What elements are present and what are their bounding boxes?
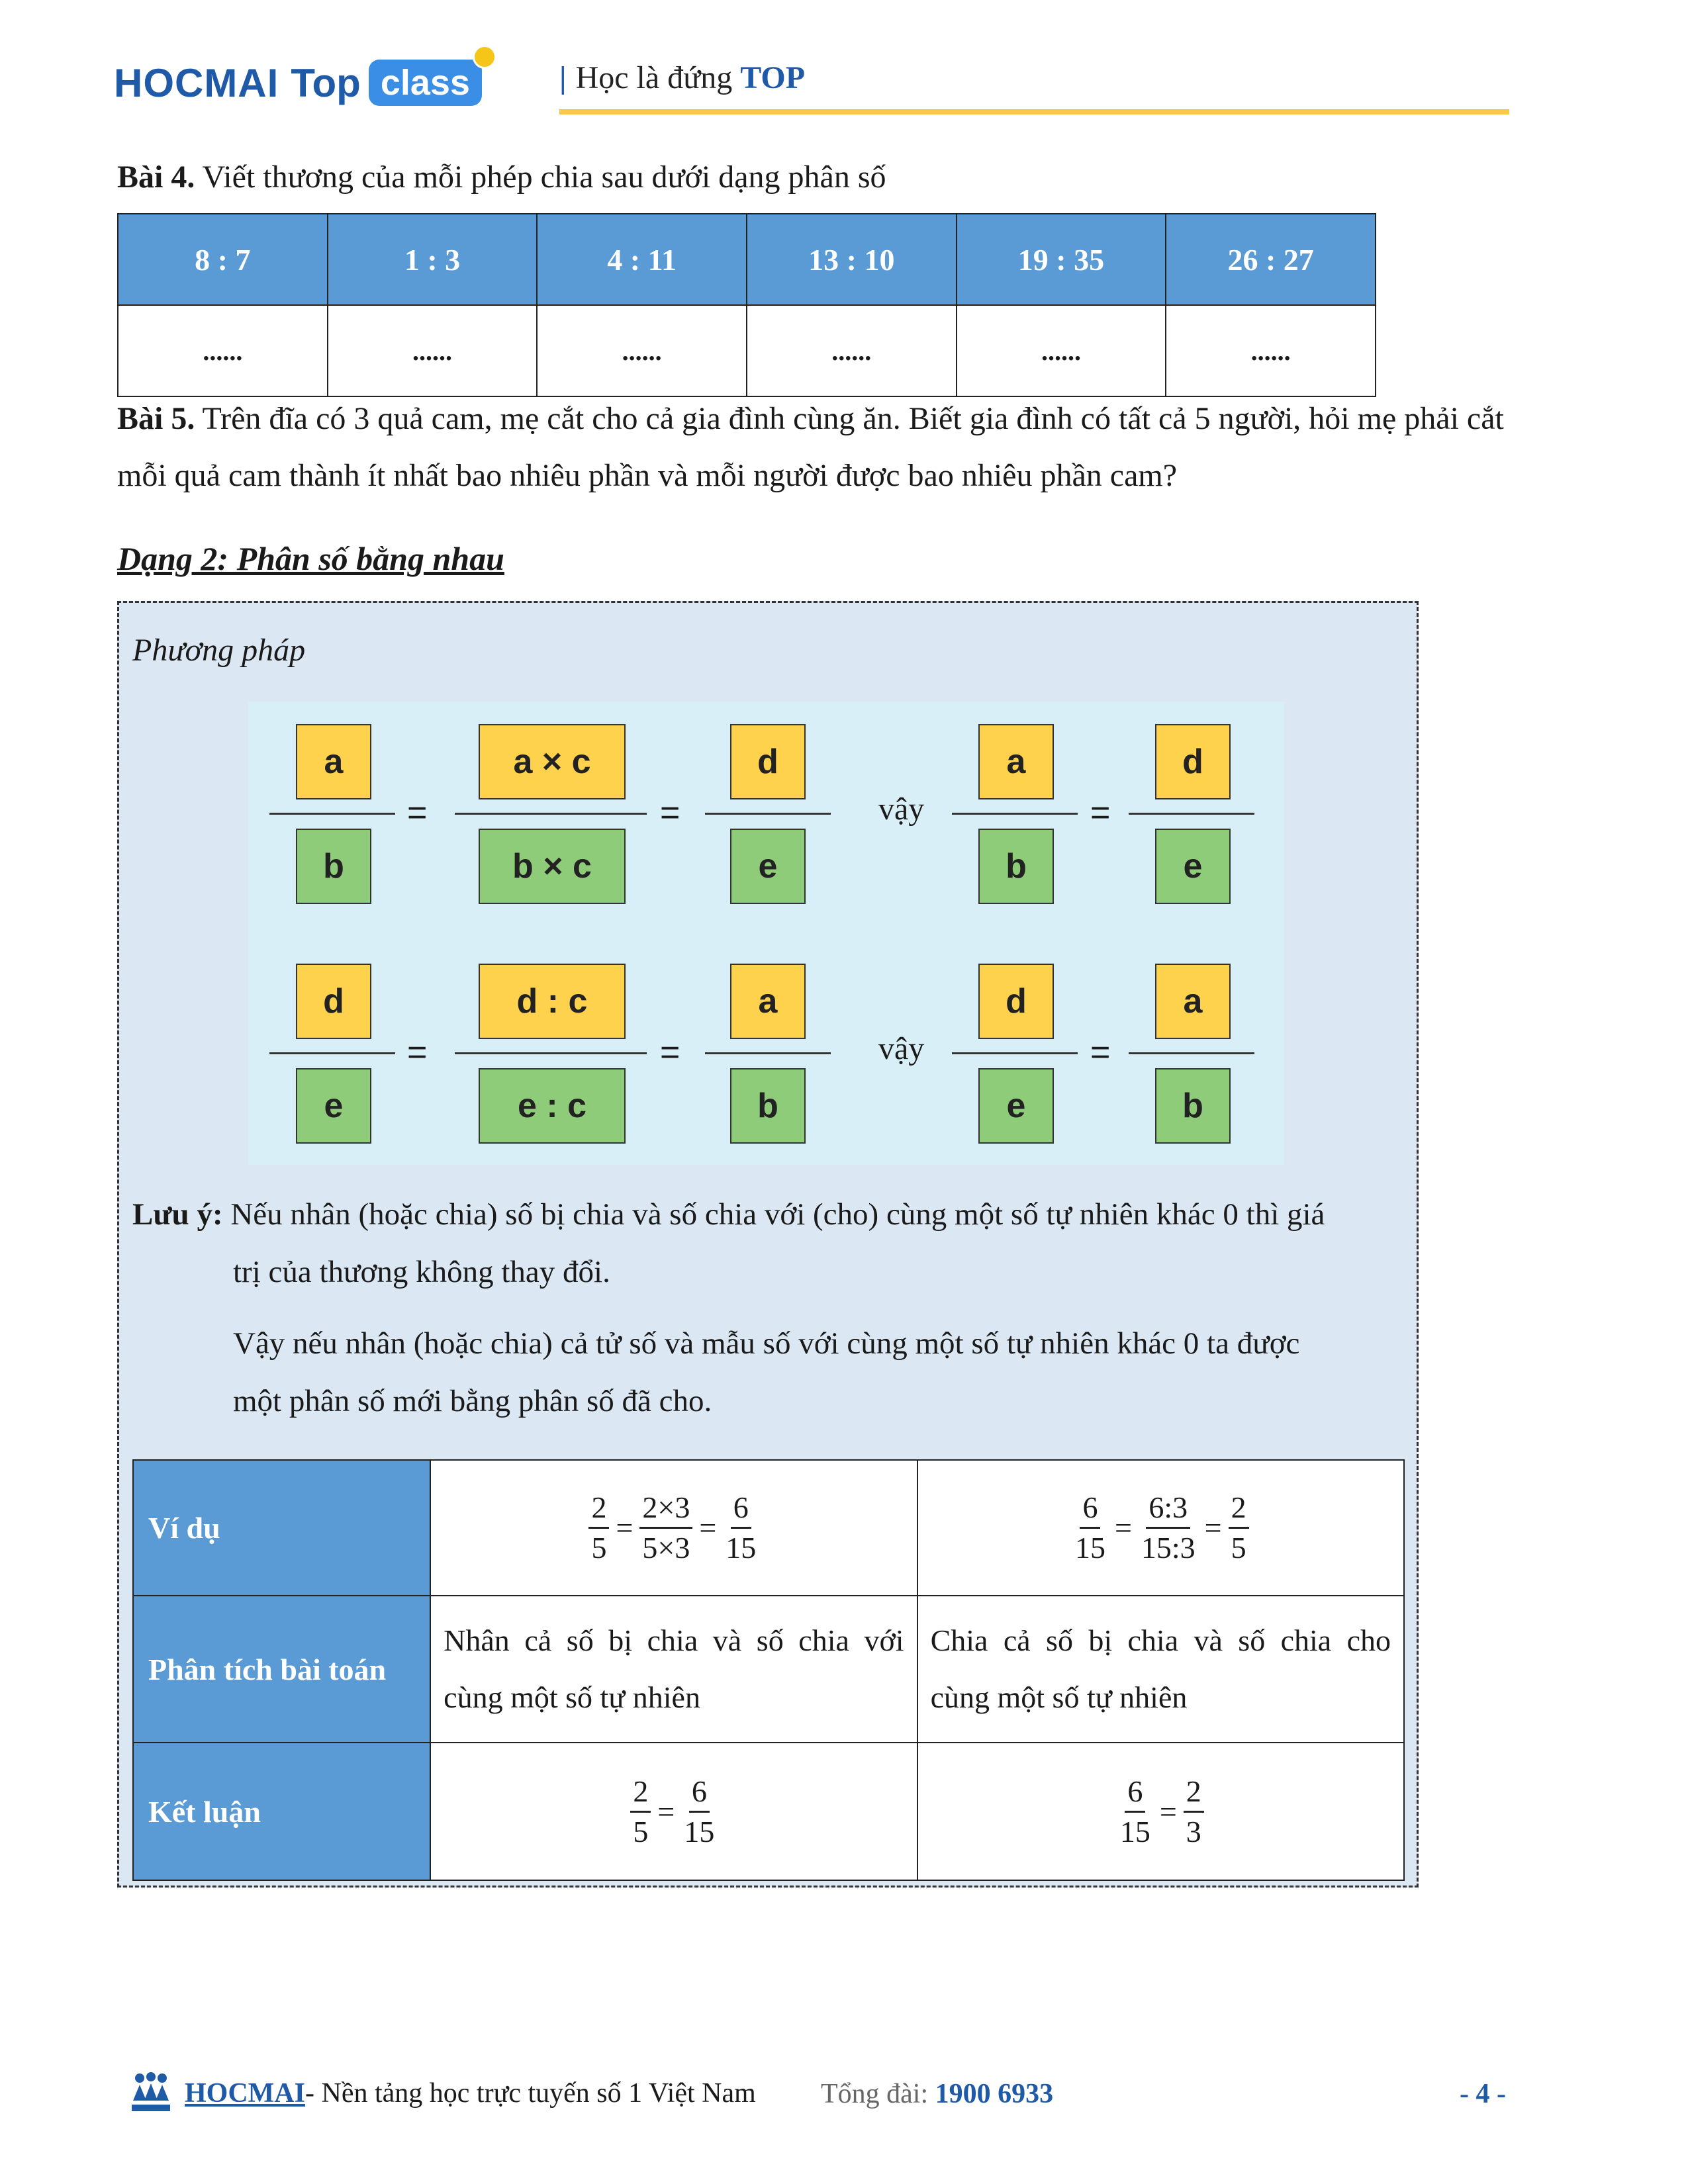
bai4-header-cell: 19 : 35: [957, 214, 1166, 305]
row-label: Phân tích bài toán: [133, 1596, 430, 1743]
hotline-label: Tổng đài:: [821, 2079, 929, 2109]
diagram-box: b: [978, 829, 1054, 904]
diagram-box: a: [730, 964, 806, 1039]
denominator: 15: [1119, 1814, 1150, 1848]
bai5-label: Bài 5.: [117, 401, 195, 436]
fraction-bar: [455, 1052, 647, 1054]
table-row: [133, 1743, 1404, 1880]
fraction: [630, 1772, 651, 1851]
bai4-header-cell: 8 : 7: [118, 214, 328, 305]
logo-class-badge: [369, 60, 482, 106]
equal-fraction-diagram: [248, 702, 1284, 1165]
hotline-number: 1900 6933: [935, 2079, 1054, 2109]
diagram-box: d: [730, 724, 806, 799]
bai5-text: Trên đĩa có 3 quả cam, mẹ cắt cho cả gia đình cùng ăn. Biết gia đình có tất cả 5 người, hỏi mẹ phải cắt: [202, 401, 1504, 436]
diagram-box: e: [1155, 829, 1231, 904]
footer: [129, 2071, 756, 2115]
fraction: [1072, 1488, 1108, 1567]
bai4-header-row: [118, 214, 1376, 305]
fraction-bar: [455, 813, 647, 815]
bai5-prompt: [117, 390, 1600, 504]
numerator: 2×3: [639, 1488, 692, 1529]
example-table: [132, 1459, 1405, 1881]
analysis-cell-1: [430, 1596, 917, 1743]
footer-brand-link[interactable]: HOCMAI: [185, 2078, 305, 2109]
denominator: 5×3: [642, 1531, 690, 1565]
fraction: [1229, 1488, 1249, 1567]
denominator: 5: [1231, 1531, 1246, 1565]
diagram-box: b: [1155, 1068, 1231, 1144]
bai4-blank-cell: ......: [537, 305, 747, 396]
bai4-header-cell: 1 : 3: [328, 214, 538, 305]
diagram-box: a: [1155, 964, 1231, 1039]
row-label: Ví dụ: [133, 1460, 430, 1596]
therefore-label: vậy: [878, 792, 925, 827]
fraction: [1117, 1772, 1153, 1851]
bai4-blank-cell: ......: [328, 305, 538, 396]
section-title: Dạng 2: Phân số bằng nhau: [117, 540, 504, 577]
denominator: 5: [633, 1814, 649, 1848]
note-line2: trị của thương không thay đổi.: [233, 1255, 610, 1289]
diagram-box: d: [1155, 724, 1231, 799]
numerator: 6:3: [1146, 1488, 1190, 1529]
bai4-blank-cell: ......: [957, 305, 1166, 396]
therefore-label: vậy: [878, 1031, 925, 1066]
tagline-divider: |: [559, 60, 567, 95]
fraction-bar: [1129, 813, 1254, 815]
row-label: Kết luận: [133, 1743, 430, 1880]
numerator: 2: [1184, 1772, 1204, 1813]
analysis-cell-2: [917, 1596, 1404, 1743]
numerator: 6: [731, 1488, 751, 1529]
diagram-box: a: [978, 724, 1054, 799]
fraction: [639, 1488, 692, 1567]
equals-sign: =: [1090, 1033, 1111, 1071]
equals-sign: =: [1090, 794, 1111, 832]
bai4-answer-row: [118, 305, 1376, 396]
equals-sign: =: [407, 794, 428, 832]
tagline-emphasis: TOP: [740, 60, 806, 95]
fraction: [681, 1772, 717, 1851]
bai4-label: Bài 4.: [117, 159, 195, 195]
logo-hocmai-text: HOCMAI: [114, 60, 279, 105]
fraction-bar: [1129, 1052, 1254, 1054]
note-line4: một phân số mới bằng phân số đã cho.: [233, 1384, 712, 1418]
equals-sign: =: [660, 1033, 680, 1071]
numerator: 2: [1229, 1488, 1249, 1529]
bai4-header-cell: 13 : 10: [747, 214, 957, 305]
star-icon: [473, 45, 496, 69]
bai4-header-cell: 26 : 27: [1166, 214, 1376, 305]
diagram-box: a × c: [479, 724, 626, 799]
numerator: 6: [689, 1772, 710, 1813]
bai4-blank-cell: ......: [1166, 305, 1376, 396]
diagram-box: e: [978, 1068, 1054, 1144]
bai4-blank-cell: ......: [118, 305, 328, 396]
note-label: Lưu ý:: [132, 1197, 223, 1232]
bai5-line2: mỗi quả cam thành ít nhất bao nhiêu phần và mỗi người được bao nhiêu phần cam?: [117, 458, 1178, 493]
hocmai-people-icon: [129, 2071, 173, 2115]
tagline: [559, 60, 805, 96]
numerator: 2: [630, 1772, 651, 1813]
footer-text: - Nền tảng học trực tuyến số 1 Việt Nam: [305, 2078, 756, 2109]
equals-sign: =: [407, 1033, 428, 1071]
analysis-text: Chia cả số bị chia và số chia cho cùng một số tự nhiên: [930, 1623, 1391, 1714]
example-cell-1: [430, 1460, 917, 1596]
hocmai-logo: [114, 53, 482, 113]
bai4-table: [117, 213, 1376, 397]
equals-sign: =: [1114, 1511, 1132, 1545]
denominator: 5: [591, 1531, 607, 1565]
denominator: 15:3: [1141, 1531, 1196, 1565]
fraction-bar: [269, 1052, 395, 1054]
fraction-bar: [952, 813, 1078, 815]
tagline-text: Học là đứng: [575, 60, 733, 95]
numerator: 6: [1080, 1488, 1100, 1529]
fraction: [1139, 1488, 1198, 1567]
fraction-bar: [705, 1052, 831, 1054]
numerator: 2: [588, 1488, 609, 1529]
diagram-box: d: [978, 964, 1054, 1039]
denominator: 15: [726, 1531, 757, 1565]
diagram-box: b × c: [479, 829, 626, 904]
diagram-box: e: [730, 829, 806, 904]
page-number: - 4 -: [1460, 2079, 1506, 2109]
table-row: [133, 1460, 1404, 1596]
diagram-box: a: [296, 724, 371, 799]
note-text: Nếu nhân (hoặc chia) số bị chia và số chia với (cho) cùng một số tự nhiên khác 0 thì giá: [230, 1197, 1325, 1232]
fraction-bar: [952, 1052, 1078, 1054]
fraction: [588, 1488, 609, 1567]
note-line1: [132, 1197, 1410, 1232]
numerator: 6: [1125, 1772, 1145, 1813]
equals-sign: =: [657, 1794, 675, 1829]
hotline: [821, 2078, 1053, 2110]
fraction: [1184, 1772, 1204, 1851]
conclusion-cell-2: [917, 1743, 1404, 1880]
diagram-box: b: [296, 829, 371, 904]
denominator: 3: [1186, 1814, 1201, 1848]
conclusion-cell-1: [430, 1743, 917, 1880]
bai4-blank-cell: ......: [747, 305, 957, 396]
diagram-box: d : c: [479, 964, 626, 1039]
fraction-bar: [705, 813, 831, 815]
analysis-text: Nhân cả số bị chia và số chia với cùng một số tự nhiên: [444, 1623, 904, 1714]
denominator: 15: [684, 1814, 715, 1848]
note-line3: Vậy nếu nhân (hoặc chia) cả tử số và mẫu số với cùng một số tự nhiên khác 0 ta được: [233, 1326, 1300, 1361]
logo-top-text: Top: [291, 60, 361, 105]
denominator: 15: [1074, 1531, 1105, 1565]
equals-sign: =: [616, 1511, 633, 1545]
diagram-box: e : c: [479, 1068, 626, 1144]
bai4-text: Viết thương của mỗi phép chia sau dưới dạng phân số: [202, 159, 886, 195]
header-underline: [559, 109, 1509, 114]
equals-sign: =: [660, 794, 680, 832]
bai4-prompt: [117, 149, 886, 206]
fraction: [723, 1488, 759, 1567]
logo-class-text: class: [380, 63, 470, 103]
diagram-box: e: [296, 1068, 371, 1144]
equals-sign: =: [1204, 1511, 1222, 1545]
equals-sign: =: [1159, 1794, 1177, 1829]
equals-sign: =: [699, 1511, 717, 1545]
bai5-line1: [117, 390, 1600, 447]
table-row: [133, 1596, 1404, 1743]
example-cell-2: [917, 1460, 1404, 1596]
bai4-header-cell: 4 : 11: [537, 214, 747, 305]
diagram-box: d: [296, 964, 371, 1039]
diagram-box: b: [730, 1068, 806, 1144]
method-heading: Phương pháp: [132, 633, 306, 668]
fraction-bar: [269, 813, 395, 815]
